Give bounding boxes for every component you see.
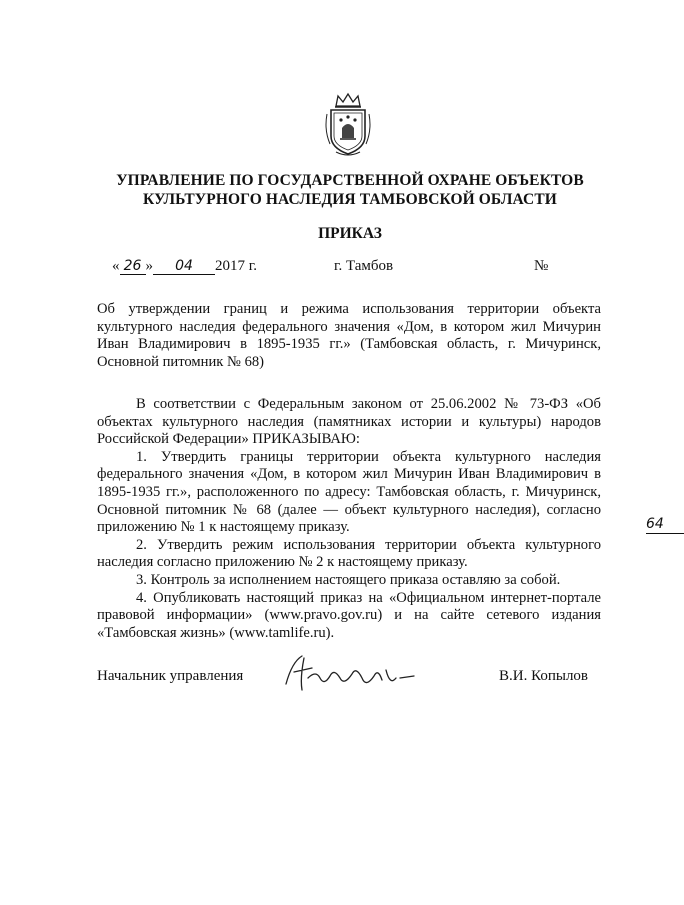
number-label: №: [534, 258, 549, 274]
paragraph-preamble: В соответствии с Федеральным законом от 25.06.2002 № 73-ФЗ «Об объектах культурного наследия (памятниках истории и культуры) народов Российской Федерации» ПРИКАЗЫВАЮ:: [97, 396, 601, 448]
document-type: ПРИКАЗ: [318, 225, 382, 242]
number-value: 64: [646, 516, 664, 532]
date-year: 2017 г.: [215, 258, 257, 274]
document-date: [112, 258, 257, 275]
date-day: 26: [120, 258, 146, 275]
signatory-name: В.И. Копылов: [499, 668, 589, 684]
paragraph-item-4: 4. Опубликовать настоящий приказ на «Официальном интернет-портале правовой информации» (www.pravo.gov.ru) и на сайте сетевого издания «Тамбовская жизнь» (www.tamlife.ru).: [97, 589, 601, 641]
date-quote-close: »: [145, 258, 153, 274]
date-month: 04: [153, 258, 215, 275]
order-body: [97, 396, 601, 642]
order-subject: Об утверждении границ и режима использования территории объекта культурного наследия федерального значения «Дом, в котором жил Мичурин Иван Владимирович в 1895-1935 гг.» (Тамбовская область, г. Мичуринск, Основной питомник № 68): [97, 301, 601, 370]
document-city: г. Тамбов: [334, 258, 394, 274]
coat-of-arms-emblem: [322, 92, 374, 156]
document-number: [534, 258, 664, 532]
paragraph-item-3: 3. Контроль за исполнением настоящего приказа оставляю за собой.: [136, 571, 561, 588]
paragraph-item-2: 2. Утвердить режим использования территории объекта культурного наследия согласно приложению № 2 к настоящему приказу.: [97, 536, 601, 571]
organization-name: УПРАВЛЕНИЕ ПО ГОСУДАРСТВЕННОЙ ОХРАНЕ ОБЪЕКТОВ КУЛЬТУРНОГО НАСЛЕДИЯ ТАМБОВСКОЙ ОБЛАСТИ: [116, 172, 584, 208]
signatory-title: Начальник управления: [97, 668, 244, 684]
handwritten-signature: [282, 648, 422, 698]
paragraph-item-1: 1. Утвердить границы территории объекта культурного наследия федерального значения «Дом, в котором жил Мичурин Иван Владимирович в 1895-1935 гг.», расположенного по адресу: Тамбовская область, г. Мичуринск, Основной питомник № 68 (далее — объект культурного наследия), согласно приложению № 1 к настоящему приказу.: [97, 448, 601, 536]
date-quote-open: «: [112, 258, 120, 274]
